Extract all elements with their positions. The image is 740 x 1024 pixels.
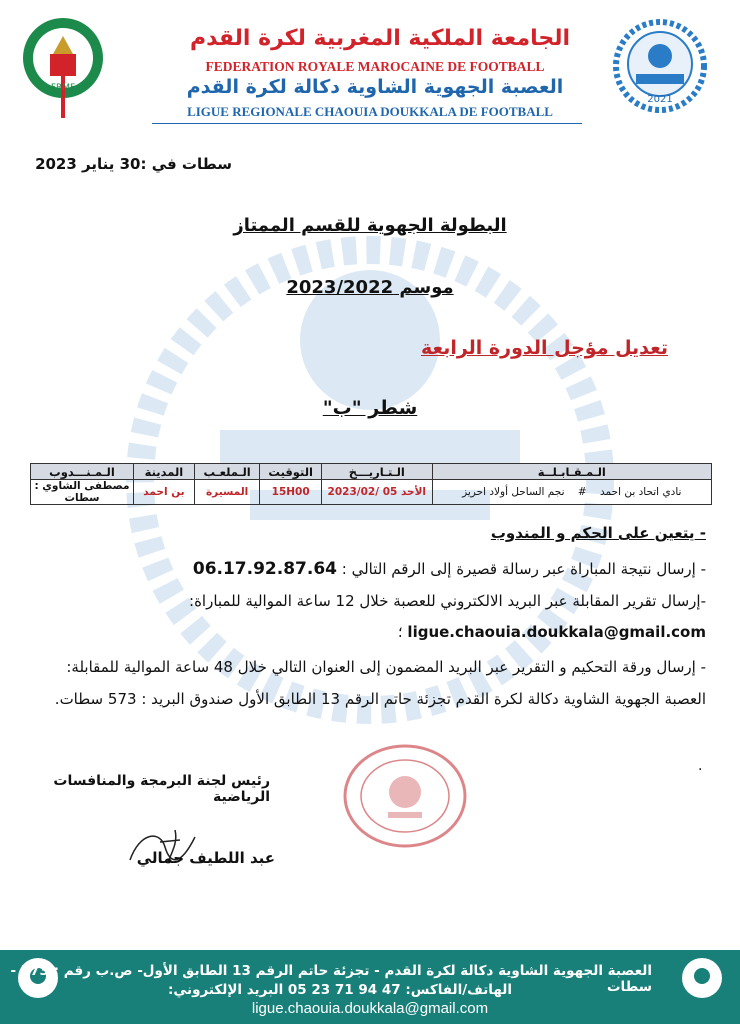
league-logo xyxy=(610,16,710,116)
sms-text: - إرسال نتيجة المباراة عبر رسالة قصيرة إلى الرقم التالي : xyxy=(341,560,706,578)
signatory-name: عبد اللطيف جمالي xyxy=(136,849,275,867)
stray-dot: . xyxy=(698,758,703,774)
league-name-fr: LIGUE REGIONALE CHAOUIA DOUKKALA DE FOOTBALL xyxy=(187,104,553,119)
match-date: 2023/02/ 05 xyxy=(327,486,398,498)
match-table xyxy=(30,463,712,505)
footer-phone: الهاتف/الفاكس: 47 94 71 23 05 البريد الإلكتروني: xyxy=(168,982,512,998)
league-email[interactable]: ligue.chaouia.doukkala@gmail.com xyxy=(407,623,706,641)
season-title: موسم 2023/2022 xyxy=(286,277,454,298)
federation-name-fr: FEDERATION ROYALE MAROCAINE DE FOOTBALL xyxy=(205,59,545,74)
header-divider xyxy=(152,123,582,124)
league-logo-year: 2021 xyxy=(647,94,673,105)
instructions-heading-text: يتعين على الحكم و المندوب xyxy=(490,524,695,542)
col-time: التوقيت xyxy=(260,464,322,480)
col-date: الـتـاريـــخ xyxy=(321,464,432,480)
paper-instruction-2: العصبة الجهوية الشاوية دكالة لكرة القدم تجزئة حاتم الرقم 13 الطابق الأول صندوق البريد : 573 سطات. xyxy=(54,690,706,708)
delegate-cell: مصطفى الشاوي : سطات xyxy=(31,480,134,505)
table-header-row xyxy=(31,464,712,480)
postponement-title: تعديل مؤجل الدورة الرابعة xyxy=(420,337,668,359)
report-instruction: -إرسال تقرير المقابلة عبر البريد الالكتروني للعصبة خلال 12 ساعة الموالية للمباراة: xyxy=(189,592,706,610)
email-suffix: ؛ xyxy=(397,623,403,641)
footer-address: العصبة الجهوية الشاوية دكالة لكرة القدم - تجزئة حاتم الرقم 13 الطابق الأول- ص.ب رقم : 573 - سطات xyxy=(10,963,652,995)
issue-date: سطات في :30 يناير 2023 xyxy=(35,155,232,173)
col-match: الـمـقـابـلــة xyxy=(432,464,711,480)
away-team: نجم الساحل أولاد احريز xyxy=(462,486,565,498)
home-team: نادي اتحاد بن احمد xyxy=(600,486,682,498)
paper-instruction-1: - إرسال ورقة التحكيم و التقرير عبر البريد المضمون إلى العنوان التالي خلال 48 ساعة الموالية للمقابلة: xyxy=(66,658,706,676)
frmf-logo xyxy=(20,14,106,122)
col-stadium: الـملعـب xyxy=(194,464,259,480)
table-row xyxy=(31,480,712,505)
col-city: المدينة xyxy=(133,464,194,480)
heading-dash: - xyxy=(694,524,706,542)
date-cell xyxy=(321,480,432,505)
footer-logo-right xyxy=(680,956,724,1000)
signatory-title: رئيس لجنة البرمجة والمنافسات الرياضية xyxy=(53,773,270,805)
match-separator: # xyxy=(577,486,587,498)
federation-name-ar: الجامعة الملكية المغربية لكرة القدم xyxy=(189,26,570,51)
email-line xyxy=(398,623,706,641)
instructions-heading xyxy=(491,524,706,542)
official-stamp xyxy=(340,742,470,850)
sms-number: 06.17.92.87.64 xyxy=(192,559,337,579)
footer-email[interactable]: ligue.chaouia.doukkala@gmail.com xyxy=(251,1000,489,1017)
frmf-logo-text: FRMF xyxy=(50,83,76,93)
championship-title: البطولة الجهوية للقسم الممتاز xyxy=(233,215,507,236)
time-cell: 15H00 xyxy=(260,480,322,505)
col-delegate: الـمـنـــدوب xyxy=(31,464,134,480)
group-title: شطر "ب" xyxy=(322,397,418,419)
league-name-ar: العصبة الجهوية الشاوية دكالة لكرة القدم xyxy=(186,76,564,98)
city-cell: بن احمد xyxy=(133,480,194,505)
match-cell xyxy=(432,480,711,505)
stadium-cell: المسيرة xyxy=(194,480,259,505)
match-day: الأحد xyxy=(400,486,427,498)
sms-instruction xyxy=(193,559,706,579)
